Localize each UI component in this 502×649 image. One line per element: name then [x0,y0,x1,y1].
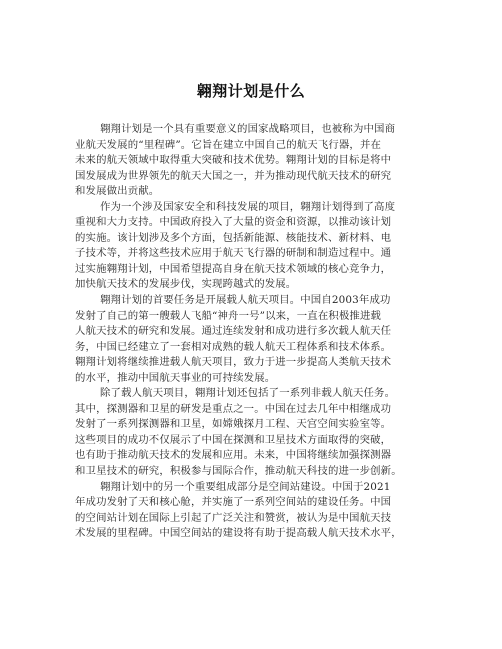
paragraph-line: 重视和大力支持。中国政府投入了大量的资金和资源，以推动该计划 [75,216,392,229]
paragraph-line: 业航天发展的“里程碑”。它旨在建立中国自己的航天飞行器，并在 [75,138,382,151]
paragraph-line: 除了载人航天项目，翱翔计划还包括了一系列非载人航天任务。 [100,387,396,400]
paragraph-line: 和发展做出贡献。 [75,185,160,198]
paragraph-line: 发射了一系列探测器和卫星，如嫦娥探月工程、天宫空间实验室等。 [75,418,392,431]
paragraph-line: 年成功发射了天和核心舱，并实施了一系列空间站的建设任务。中国 [75,496,392,509]
paragraph-line: 其中，探测器和卫星的研发是重点之一。中国在过去几年中相继成功 [75,402,392,415]
paragraph-line: 术发展的里程碑。中国空间站的建设将有助于提高载人航天技术水平， [75,527,402,540]
paragraph-line: 过实施翱翔计划，中国希望提高自身在航天技术领域的核心竞争力， [75,262,392,275]
paragraph-line: 的空间站计划在国际上引起了广泛关注和赞赏，被认为是中国航天技 [75,511,392,524]
paragraph-line: 国发展成为世界领先的航天大国之一，并为推动现代航天技术的研究 [75,169,392,182]
paragraph-line: 翱翔计划中的另一个重要组成部分是空间站建设。中国于2021 [100,480,391,493]
paragraph-line: 这些项目的成功不仅展示了中国在探测和卫星技术方面取得的突破， [75,433,392,446]
paragraph-line: 的实施。该计划涉及多个方面，包括新能源、核能技术、新材料、电 [75,231,392,244]
paragraph-line: 翱翔计划将继续推进载人航天项目，致力于进一步提高人类航天技术 [75,356,392,369]
paragraph-line: 人航天技术的研究和发展。通过连续发射和成功进行多次载人航天任 [75,325,392,338]
document-body [75,122,435,542]
paragraph-line: 发射了自己的第一艘载人飞船“神舟一号”以来，一直在积极推进载 [75,309,382,322]
document-title: 翱翔计划是什么 [196,82,306,100]
paragraph-line: 务，中国已经建立了一套相对成熟的载人航天工程体系和技术体系。 [75,340,392,353]
paragraph-line: 翱翔计划是一个具有重要意义的国家战略项目，也被称为中国商 [100,123,396,135]
paragraph-line: 子技术等，并将这些技术应用于航天飞行器的研制和制造过程中。通 [75,247,392,260]
paragraph-line: 也有助于推动航天技术的发展和应用。未来，中国将继续加强探测器 [75,449,392,462]
paragraph-line: 未来的航天领域中取得重大突破和技术优势。翱翔计划的目标是将中 [75,154,392,167]
paragraph-line: 翱翔计划的首要任务是开展载人航天项目。中国自2003年成功 [100,294,391,307]
paragraph-line: 的水平，推动中国航天事业的可持续发展。 [75,371,276,384]
paragraph-line: 作为一个涉及国家安全和科技发展的项目，翱翔计划得到了高度 [100,200,396,213]
paragraph-line: 和卫星技术的研究，积极参与国际合作，推动航天科技的进一步创新。 [75,465,402,478]
paragraph-line: 加快航天技术的发展步伐，实现跨越式的发展。 [75,278,297,291]
